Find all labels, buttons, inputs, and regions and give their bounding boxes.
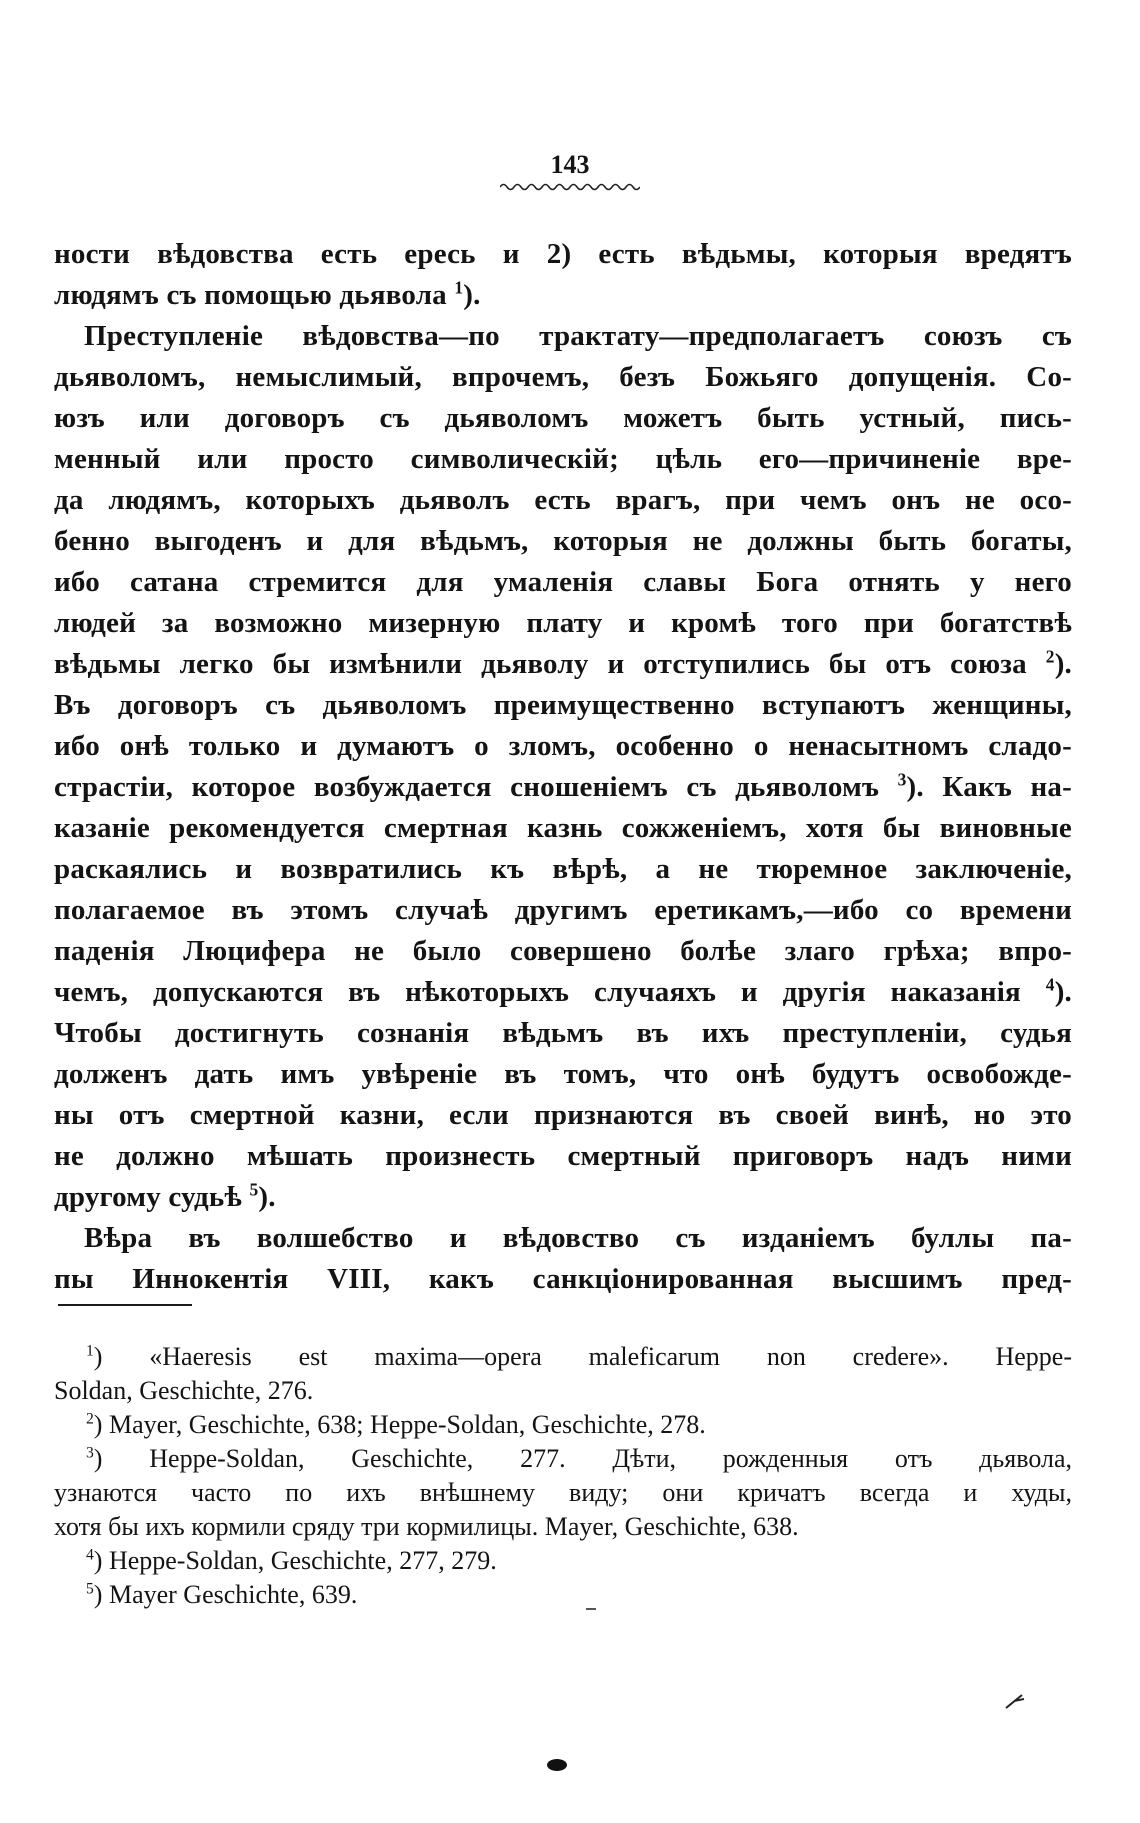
body-line [54, 316, 1072, 357]
ink-blot [546, 1758, 568, 1772]
body-line-text: дьяволомъ, немыслимый, впрочемъ, безъ Божьяго допущенія. Со- [54, 361, 1072, 393]
footnote-line [54, 1340, 1072, 1374]
body-line [54, 603, 1072, 644]
body-line [54, 275, 1072, 316]
body-line [54, 726, 1072, 767]
body-line [54, 767, 1072, 808]
body-line [54, 1218, 1072, 1259]
body-line-text: менный или просто символическій; цѣль его—причиненіе вре- [54, 443, 1072, 475]
footnote-reference: 2 [1045, 646, 1055, 667]
body-line-text: людямъ съ помощью дьявола [54, 279, 455, 311]
body-line [54, 1095, 1072, 1136]
footnote-number: 5 [86, 1580, 94, 1598]
body-line [54, 1136, 1072, 1177]
body-line-text: ны отъ смертной казни, если признаются въ своей винѣ, но это [54, 1099, 1072, 1131]
page-number-wavy-rule [500, 182, 640, 192]
body-line [54, 808, 1072, 849]
body-line-tail: ). [258, 1181, 276, 1213]
body-line-text: Вѣра въ волшебство и вѣдовство съ изданіемъ буллы па- [84, 1222, 1072, 1254]
body-line-text: ибо онѣ только и думаютъ о зломъ, особенно о ненасытномъ сладо- [54, 730, 1072, 762]
footnote-line-text: Soldan, Geschichte, 276. [54, 1376, 314, 1405]
footnote-line [54, 1544, 1072, 1578]
body-line-text: людей за возможно мизерную плату и кромѣ того при богатствѣ [54, 607, 1072, 639]
body-line-tail: ). [1054, 648, 1072, 680]
body-line-tail: ). Какъ на- [906, 771, 1072, 803]
body-line-text: чемъ, допускаются въ нѣкоторыхъ случаяхъ и другія наказанія [54, 976, 1046, 1008]
body-line [54, 398, 1072, 439]
body-line-text: юзъ или договоръ съ дьяволомъ можетъ быть устный, пись- [54, 402, 1072, 434]
footnote-line-text: ) Heppe-Soldan, Geschichte, 277, 279. [93, 1546, 497, 1575]
footnote-line [54, 1578, 1072, 1612]
body-line [54, 685, 1072, 726]
footnotes [54, 1340, 1072, 1612]
footnote-line [54, 1476, 1072, 1510]
body-line-text: паденія Люцифера не было совершено болѣе злаго грѣха; впро- [54, 935, 1072, 967]
body-line-text: ности вѣдовства есть ересь и 2) есть вѣдьмы, которыя вредятъ [54, 238, 1072, 270]
body-line-tail: ). [1054, 976, 1072, 1008]
footnote-reference: 4 [1045, 974, 1055, 995]
body-line-text: Въ договоръ съ дьяволомъ преимущественно вступаютъ женщины, [54, 689, 1072, 721]
footnote-reference: 5 [249, 1179, 259, 1200]
body-line [54, 849, 1072, 890]
body-line [54, 1259, 1072, 1300]
body-line-text: пы Иннокентія VIII, какъ санкціонированная высшимъ пред- [54, 1263, 1072, 1295]
body-line-text: не должно мѣшать произнесть смертный приговоръ надъ ними [54, 1140, 1072, 1172]
footnote-line-text: ) Mayer, Geschichte, 638; Heppe-Soldan, Geschichte, 278. [93, 1410, 706, 1439]
body-line [54, 1054, 1072, 1095]
body-line-tail: ). [463, 279, 481, 311]
footnote-number: 2 [86, 1410, 94, 1428]
body-line [54, 931, 1072, 972]
body-line-text: Чтобы достигнуть сознанія вѣдьмъ въ ихъ преступленіи, судья [54, 1017, 1072, 1049]
print-speck [586, 1608, 596, 1610]
footnote-number: 3 [86, 1444, 94, 1462]
body-line-text: казаніе рекомендуется смертная казнь сожженіемъ, хотя бы виновные [54, 812, 1072, 844]
footnote-line-text: ) «Haeresis est maxima—opera maleficarum non credere». Heppe- [93, 1342, 1072, 1371]
footnote-number: 4 [86, 1546, 94, 1564]
footnote-line-text: ) Mayer Geschichte, 639. [93, 1580, 358, 1609]
body-line-text: Преступленіе вѣдовства—по трактату—предполагаетъ союзъ съ [84, 320, 1072, 352]
body-line-text: полагаемое въ этомъ случаѣ другимъ еретикамъ,—ибо со времени [54, 894, 1072, 926]
body-text [54, 234, 1072, 1300]
body-line [54, 890, 1072, 931]
footnote-reference: 3 [897, 769, 907, 790]
body-line-text: ибо сатана стремится для умаленія славы Бога отнять у него [54, 566, 1072, 598]
body-line [54, 439, 1072, 480]
body-line-text: раскаялись и возвратились къ вѣрѣ, а не тюремное заключеніе, [54, 853, 1072, 885]
body-line [54, 234, 1072, 275]
page-number: 143 [550, 150, 590, 179]
body-line [54, 1177, 1072, 1218]
footnote-line-text: хотя бы ихъ кормили сряду три кормилицы. Mayer, Geschichte, 638. [54, 1512, 799, 1541]
footnote-line-text: узнаются часто по ихъ внѣшнему виду; они кричатъ всегда и худы, [54, 1478, 1072, 1507]
body-line [54, 521, 1072, 562]
body-line [54, 480, 1072, 521]
footnote-line [54, 1510, 1072, 1544]
footnote-line [54, 1374, 1072, 1408]
body-line-text: да людямъ, которыхъ дьяволъ есть врагъ, при чемъ онъ не осо- [54, 484, 1072, 516]
footnote-line [54, 1442, 1072, 1476]
body-line-text: другому судьѣ [54, 1181, 250, 1213]
footnote-separator [58, 1304, 192, 1306]
body-line [54, 562, 1072, 603]
body-line-text: вѣдьмы легко бы измѣнили дьяволу и отступились бы отъ союза [54, 648, 1046, 680]
ink-mark [1004, 1692, 1026, 1710]
footnote-line [54, 1408, 1072, 1442]
footnote-reference: 1 [454, 277, 464, 298]
body-line [54, 1013, 1072, 1054]
footnote-number: 1 [86, 1342, 94, 1360]
body-line-text: долженъ дать имъ увѣреніе въ томъ, что онѣ будутъ освобожде- [54, 1058, 1072, 1090]
footnote-line-text: ) Heppe-Soldan, Geschichte, 277. Дѣти, рожденныя отъ дьявола, [93, 1444, 1072, 1473]
body-line [54, 972, 1072, 1013]
body-line-text: страстіи, которое возбуждается сношеніемъ съ дьяволомъ [54, 771, 898, 803]
body-line [54, 644, 1072, 685]
body-line [54, 357, 1072, 398]
body-line-text: бенно выгоденъ и для вѣдьмъ, которыя не должны быть богаты, [54, 525, 1072, 557]
